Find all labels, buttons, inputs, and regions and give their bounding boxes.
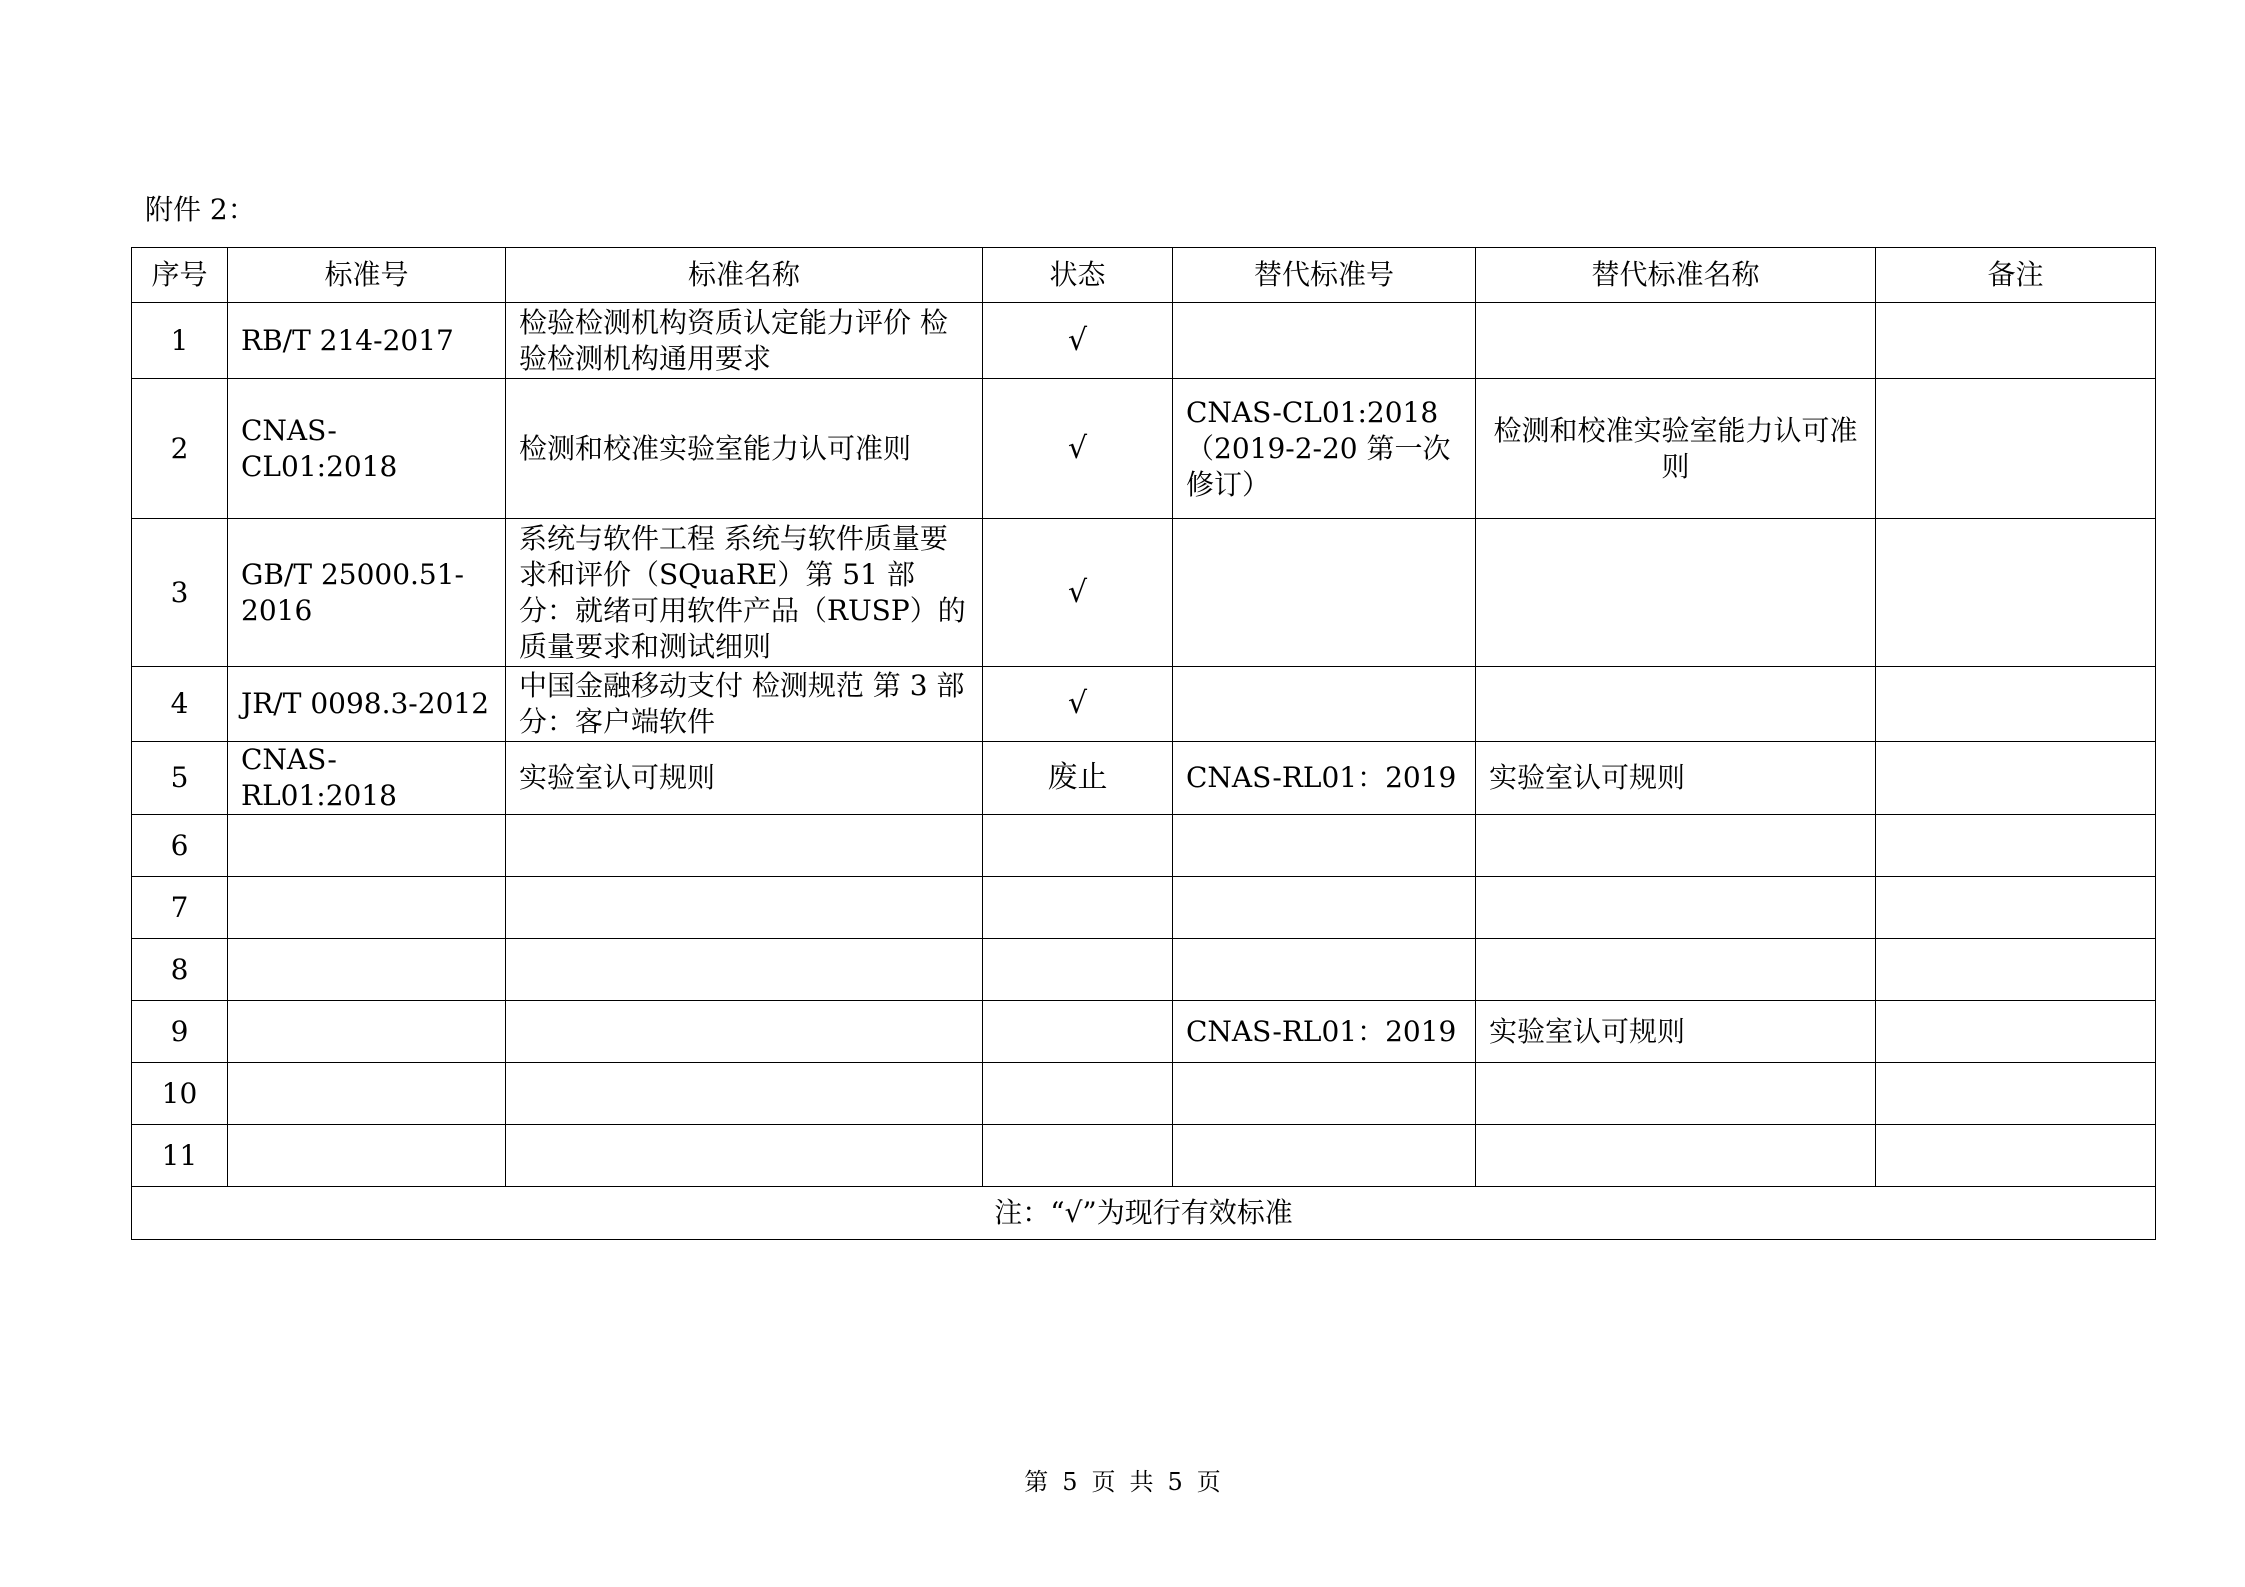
header-status: 状态 xyxy=(983,248,1173,303)
table-row xyxy=(132,303,2156,379)
table-row xyxy=(132,667,2156,742)
table-row xyxy=(132,1125,2156,1187)
cell-standard-code: RB/T 214-2017 xyxy=(228,303,506,379)
table-note: 注：“√”为现行有效标准 xyxy=(132,1187,2156,1240)
table-row xyxy=(132,877,2156,939)
cell-standard-code xyxy=(228,815,506,877)
cell-standard-name: 实验室认可规则 xyxy=(506,742,983,815)
cell-standard-code: JR/T 0098.3-2012 xyxy=(228,667,506,742)
cell-standard-name: 系统与软件工程 系统与软件质量要求和评价（SQuaRE）第 51 部分：就绪可用软件产品（RUSP）的质量要求和测试细则 xyxy=(506,519,983,667)
cell-replacement-code xyxy=(1173,939,1476,1001)
cell-note xyxy=(1876,519,2156,667)
cell-index: 1 xyxy=(132,303,228,379)
cell-index: 6 xyxy=(132,815,228,877)
cell-replacement-code: CNAS-CL01:2018（2019-2-20 第一次修订） xyxy=(1173,379,1476,519)
cell-index: 7 xyxy=(132,877,228,939)
cell-status xyxy=(983,877,1173,939)
cell-index: 5 xyxy=(132,742,228,815)
cell-index: 10 xyxy=(132,1063,228,1125)
table-row xyxy=(132,815,2156,877)
cell-replacement-name: 实验室认可规则 xyxy=(1476,1001,1876,1063)
cell-replacement-name xyxy=(1476,939,1876,1001)
footer-current-page: 5 xyxy=(1062,1468,1078,1496)
cell-status xyxy=(983,939,1173,1001)
cell-note xyxy=(1876,1125,2156,1187)
cell-replacement-name xyxy=(1476,1125,1876,1187)
table-row xyxy=(132,1063,2156,1125)
cell-index: 9 xyxy=(132,1001,228,1063)
cell-note xyxy=(1876,1063,2156,1125)
cell-index: 4 xyxy=(132,667,228,742)
cell-status xyxy=(983,303,1173,379)
status-mark: √ xyxy=(1067,430,1088,466)
cell-note xyxy=(1876,379,2156,519)
page-footer xyxy=(0,1465,2245,1499)
cell-index: 3 xyxy=(132,519,228,667)
cell-standard-name: 检验检测机构资质认定能力评价 检验检测机构通用要求 xyxy=(506,303,983,379)
cell-note xyxy=(1876,877,2156,939)
header-index: 序号 xyxy=(132,248,228,303)
header-replacement-code: 替代标准号 xyxy=(1173,248,1476,303)
cell-index: 8 xyxy=(132,939,228,1001)
cell-standard-code xyxy=(228,1063,506,1125)
cell-replacement-name xyxy=(1476,1063,1876,1125)
header-standard-name: 标准名称 xyxy=(506,248,983,303)
cell-index: 11 xyxy=(132,1125,228,1187)
cell-replacement-name: 实验室认可规则 xyxy=(1476,742,1876,815)
table-row xyxy=(132,379,2156,519)
cell-standard-code xyxy=(228,877,506,939)
page-heading: 附件 2： xyxy=(145,193,256,226)
status-mark: √ xyxy=(1067,322,1088,358)
cell-standard-code: GB/T 25000.51-2016 xyxy=(228,519,506,667)
status-mark: 废止 xyxy=(1047,760,1108,795)
cell-standard-name xyxy=(506,815,983,877)
footer-suffix: 页 xyxy=(1196,1468,1221,1496)
cell-standard-code xyxy=(228,1125,506,1187)
cell-note xyxy=(1876,742,2156,815)
cell-status xyxy=(983,519,1173,667)
cell-replacement-code xyxy=(1173,667,1476,742)
header-standard-code: 标准号 xyxy=(228,248,506,303)
table-row xyxy=(132,742,2156,815)
cell-replacement-code xyxy=(1173,303,1476,379)
cell-replacement-name xyxy=(1476,877,1876,939)
cell-standard-code xyxy=(228,939,506,1001)
cell-replacement-name xyxy=(1476,815,1876,877)
cell-standard-name xyxy=(506,1001,983,1063)
footer-page-word: 页 xyxy=(1091,1468,1116,1496)
cell-status xyxy=(983,1001,1173,1063)
cell-standard-name xyxy=(506,877,983,939)
cell-status xyxy=(983,667,1173,742)
cell-note xyxy=(1876,303,2156,379)
cell-note xyxy=(1876,1001,2156,1063)
cell-status xyxy=(983,379,1173,519)
cell-replacement-code: CNAS-RL01：2019 xyxy=(1173,1001,1476,1063)
footer-total-pages: 5 xyxy=(1167,1468,1183,1496)
cell-note xyxy=(1876,815,2156,877)
cell-standard-name xyxy=(506,939,983,1001)
status-mark: √ xyxy=(1067,574,1088,610)
cell-standard-code: CNAS-CL01:2018 xyxy=(228,379,506,519)
status-mark: √ xyxy=(1067,686,1088,721)
cell-status xyxy=(983,815,1173,877)
table-row xyxy=(132,519,2156,667)
table-note-row xyxy=(132,1187,2156,1240)
footer-prefix: 第 xyxy=(1024,1468,1049,1496)
cell-status xyxy=(983,1125,1173,1187)
cell-replacement-code xyxy=(1173,519,1476,667)
table-header-row xyxy=(132,248,2156,303)
cell-replacement-code xyxy=(1173,877,1476,939)
cell-replacement-name xyxy=(1476,667,1876,742)
header-note: 备注 xyxy=(1876,248,2156,303)
cell-status xyxy=(983,1063,1173,1125)
cell-standard-name: 中国金融移动支付 检测规范 第 3 部分：客户端软件 xyxy=(506,667,983,742)
cell-note xyxy=(1876,939,2156,1001)
cell-replacement-code: CNAS-RL01：2019 xyxy=(1173,742,1476,815)
cell-standard-name xyxy=(506,1063,983,1125)
cell-replacement-code xyxy=(1173,1063,1476,1125)
cell-note xyxy=(1876,667,2156,742)
cell-replacement-name xyxy=(1476,519,1876,667)
cell-status xyxy=(983,742,1173,815)
table-row xyxy=(132,1001,2156,1063)
cell-replacement-name xyxy=(1476,303,1876,379)
cell-index: 2 xyxy=(132,379,228,519)
cell-standard-name: 检测和校准实验室能力认可准则 xyxy=(506,379,983,519)
cell-standard-name xyxy=(506,1125,983,1187)
cell-replacement-code xyxy=(1173,1125,1476,1187)
standards-table xyxy=(131,247,2156,1240)
header-replacement-name: 替代标准名称 xyxy=(1476,248,1876,303)
cell-standard-code xyxy=(228,1001,506,1063)
table-row xyxy=(132,939,2156,1001)
cell-replacement-name: 检测和校准实验室能力认可准则 xyxy=(1476,379,1876,519)
cell-replacement-code xyxy=(1173,815,1476,877)
cell-standard-code: CNAS-RL01:2018 xyxy=(228,742,506,815)
footer-total-word: 共 xyxy=(1129,1468,1154,1496)
